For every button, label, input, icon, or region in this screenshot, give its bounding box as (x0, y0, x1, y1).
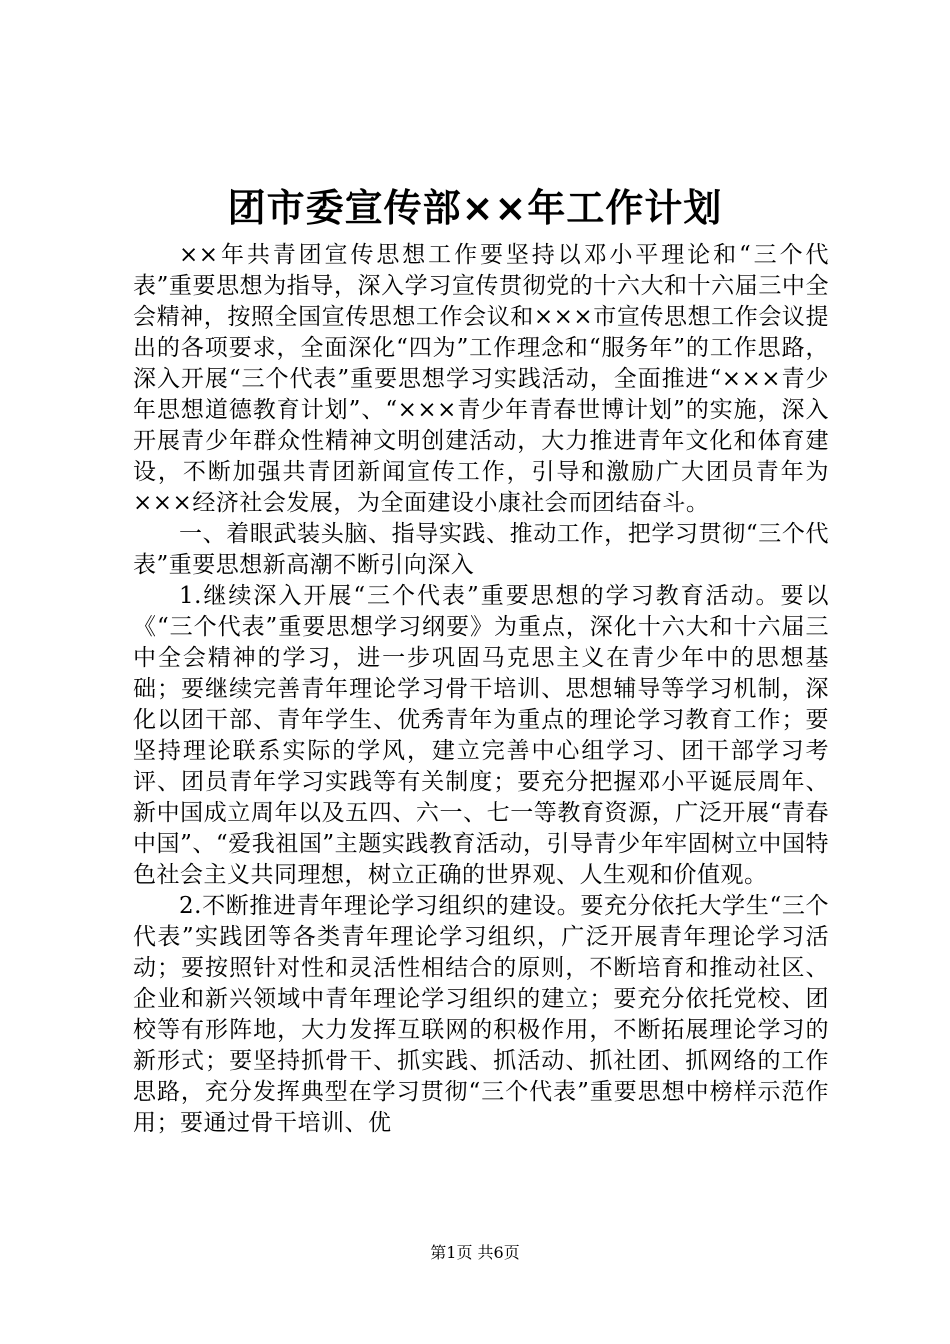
paragraph-item-1: 1.继续深入开展“三个代表”重要思想的学习教育活动。要以《“三个代表”重要思想学习纲要》为重点，深化十六大和十六届三中全会精神的学习，进一步巩固马克思主义在青少年中的思想基础；要继续完善青年理论学习骨干培训、思想辅导等学习机制，深化以团干部、青年学生、优秀青年为重点的理论学习教育工作；要坚持理论联系实际的学风，建立完善中心组学习、团干部学习考评、团员青年学习实践等有关制度；要充分把握邓小平诞辰周年、新中国成立周年以及五四、六一、七一等教育资源，广泛开展“青春中国”、“爱我祖国”主题实践教育活动，引导青少年牢固树立中国特色社会主义共同理想，树立正确的世界观、人生观和价值观。 (133, 583, 829, 888)
paragraph-item-2: 2.不断推进青年理论学习组织的建设。要充分依托大学生“三个代表”实践团等各类青年理论学习组织，广泛开展青年理论学习活动；要按照针对性和灵活性相结合的原则，不断培育和推动社区、企业和新兴领域中青年理论学习组织的建立；要充分依托党校、团校等有形阵地，大力发挥互联网的积极作用，不断拓展理论学习的新形式；要坚持抓骨干、抓实践、抓活动、抓社团、抓网络的工作思路，充分发挥典型在学习贯彻“三个代表”重要思想中榜样示范作用；要通过骨干培训、优 (133, 893, 829, 1136)
paragraph-intro: ××年共青团宣传思想工作要坚持以邓小平理论和“三个代表”重要思想为指导，深入学习宣传贯彻党的十六大和十六届三中全会精神，按照全国宣传思想工作会议和×××市宣传思想工作会议提出的各项要求，全面深化“四为”工作理念和“服务年”的工作思路，深入开展“三个代表”重要思想学习实践活动，全面推进“×××青少年思想道德教育计划”、“×××青少年青春世博计划”的实施，深入开展青少年群众性精神文明创建活动，大力推进青年文化和体育建设，不断加强共青团新闻宣传工作，引导和激励广大团员青年为×××经济社会发展，为全面建设小康社会而团结奋斗。 (133, 242, 829, 516)
document-body (133, 240, 829, 1139)
paragraph-section-heading: 一、着眼武装头脑、指导实践、推动工作，把学习贯彻“三个代表”重要思想新高潮不断引向深入 (133, 521, 829, 578)
page-footer: 第1页 共6页 (430, 1243, 520, 1262)
document-title: 团市委宣传部××年工作计划 (227, 186, 723, 230)
